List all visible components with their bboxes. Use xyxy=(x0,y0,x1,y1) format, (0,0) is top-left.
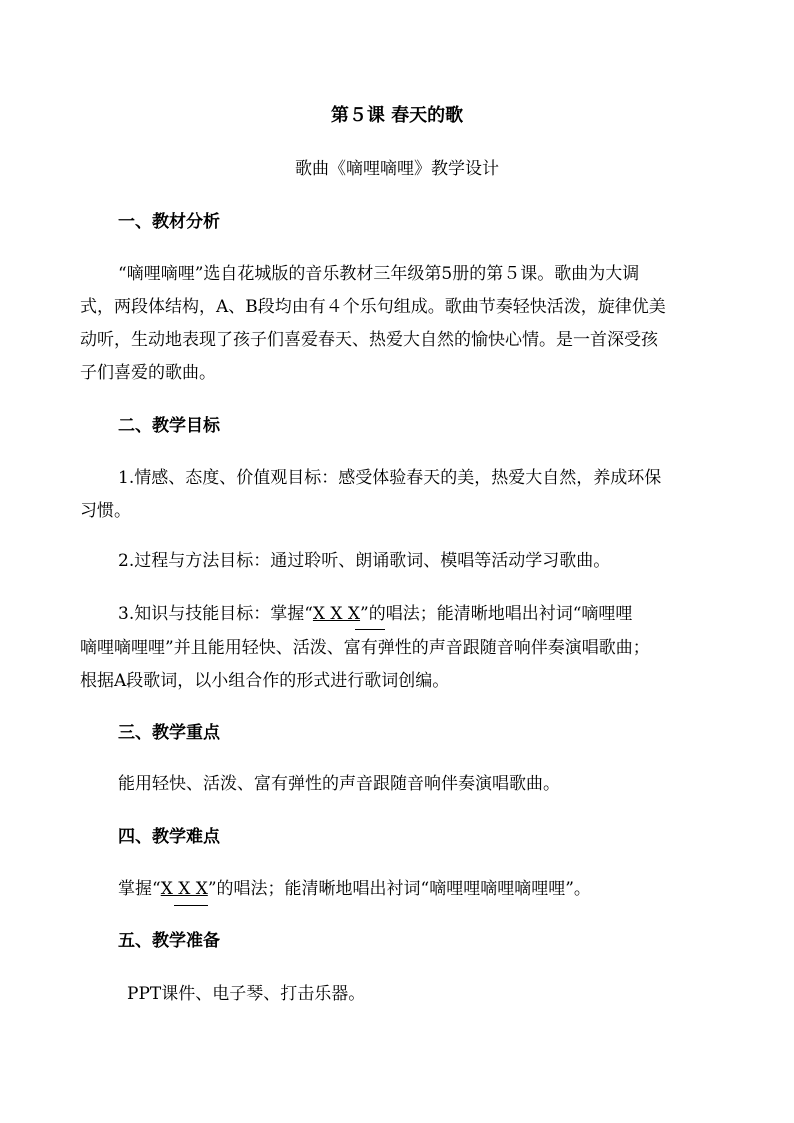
lesson-title: 第５课 春天的歌 xyxy=(330,105,464,126)
key-points-text: 能用轻快、活泼、富有弹性的声音跟随音响伴奏演唱歌曲。 xyxy=(118,774,560,794)
goal-1-line-1: 1.情感、态度、价值观目标：感受体验春天的美，热爱大自然，养成环保 xyxy=(118,468,662,488)
lesson-subtitle: 歌曲《嘀哩嘀哩》教学设计 xyxy=(295,159,499,179)
goal-3-line-1 xyxy=(118,602,632,626)
goal-3-line-2: 嘀哩嘀哩哩”并且能用轻快、活泼、富有弹性的声音跟随音响伴奏演唱歌曲； xyxy=(80,638,650,658)
paragraph-line: 动听，生动地表现了孩子们喜爱春天、热爱大自然的愉快心情。是一首深受孩 xyxy=(80,330,658,350)
goal-3-suffix: ”的唱法；能清晰地唱出衬词“嘀哩哩 xyxy=(360,604,633,624)
paragraph-line: 子们喜爱的歌曲。 xyxy=(80,363,216,383)
rhythm-pattern: X X X xyxy=(160,879,208,899)
goal-1-line-2: 习惯。 xyxy=(80,501,131,521)
paragraph-line: “嘀哩嘀哩”选自花城版的音乐教材三年级第5册的第５课。歌曲为大调 xyxy=(118,264,640,284)
section-heading-goals: 二、教学目标 xyxy=(118,416,220,436)
rhythm-beam xyxy=(174,905,208,906)
paragraph-line: 式，两段体结构，A、B段均由有４个乐句组成。歌曲节奏轻快活泼，旋律优美 xyxy=(80,297,666,317)
goal-3-line-3: 根据A段歌词，以小组合作的形式进行歌词创编。 xyxy=(80,671,450,691)
difficulties-text xyxy=(118,877,591,901)
rhythm-pattern: X X X xyxy=(312,604,361,624)
difficulties-prefix: 掌握“ xyxy=(118,879,161,899)
goal-3-prefix: 3.知识与技能目标：掌握“ xyxy=(118,604,313,624)
section-heading-key-points: 三、教学重点 xyxy=(118,723,220,743)
section-heading-difficulties: 四、教学难点 xyxy=(118,827,220,847)
difficulties-suffix: ”的唱法；能清晰地唱出衬词“嘀哩哩嘀哩嘀哩哩”。 xyxy=(207,879,591,899)
rhythm-beam xyxy=(355,629,385,630)
section-heading-analysis: 一、教材分析 xyxy=(118,212,220,232)
section-heading-preparation: 五、教学准备 xyxy=(118,931,220,951)
goal-2: 2.过程与方法目标：通过聆听、朗诵歌词、模唱等活动学习歌曲。 xyxy=(118,551,611,571)
preparation-text: PPT课件、电子琴、打击乐器。 xyxy=(127,984,366,1004)
